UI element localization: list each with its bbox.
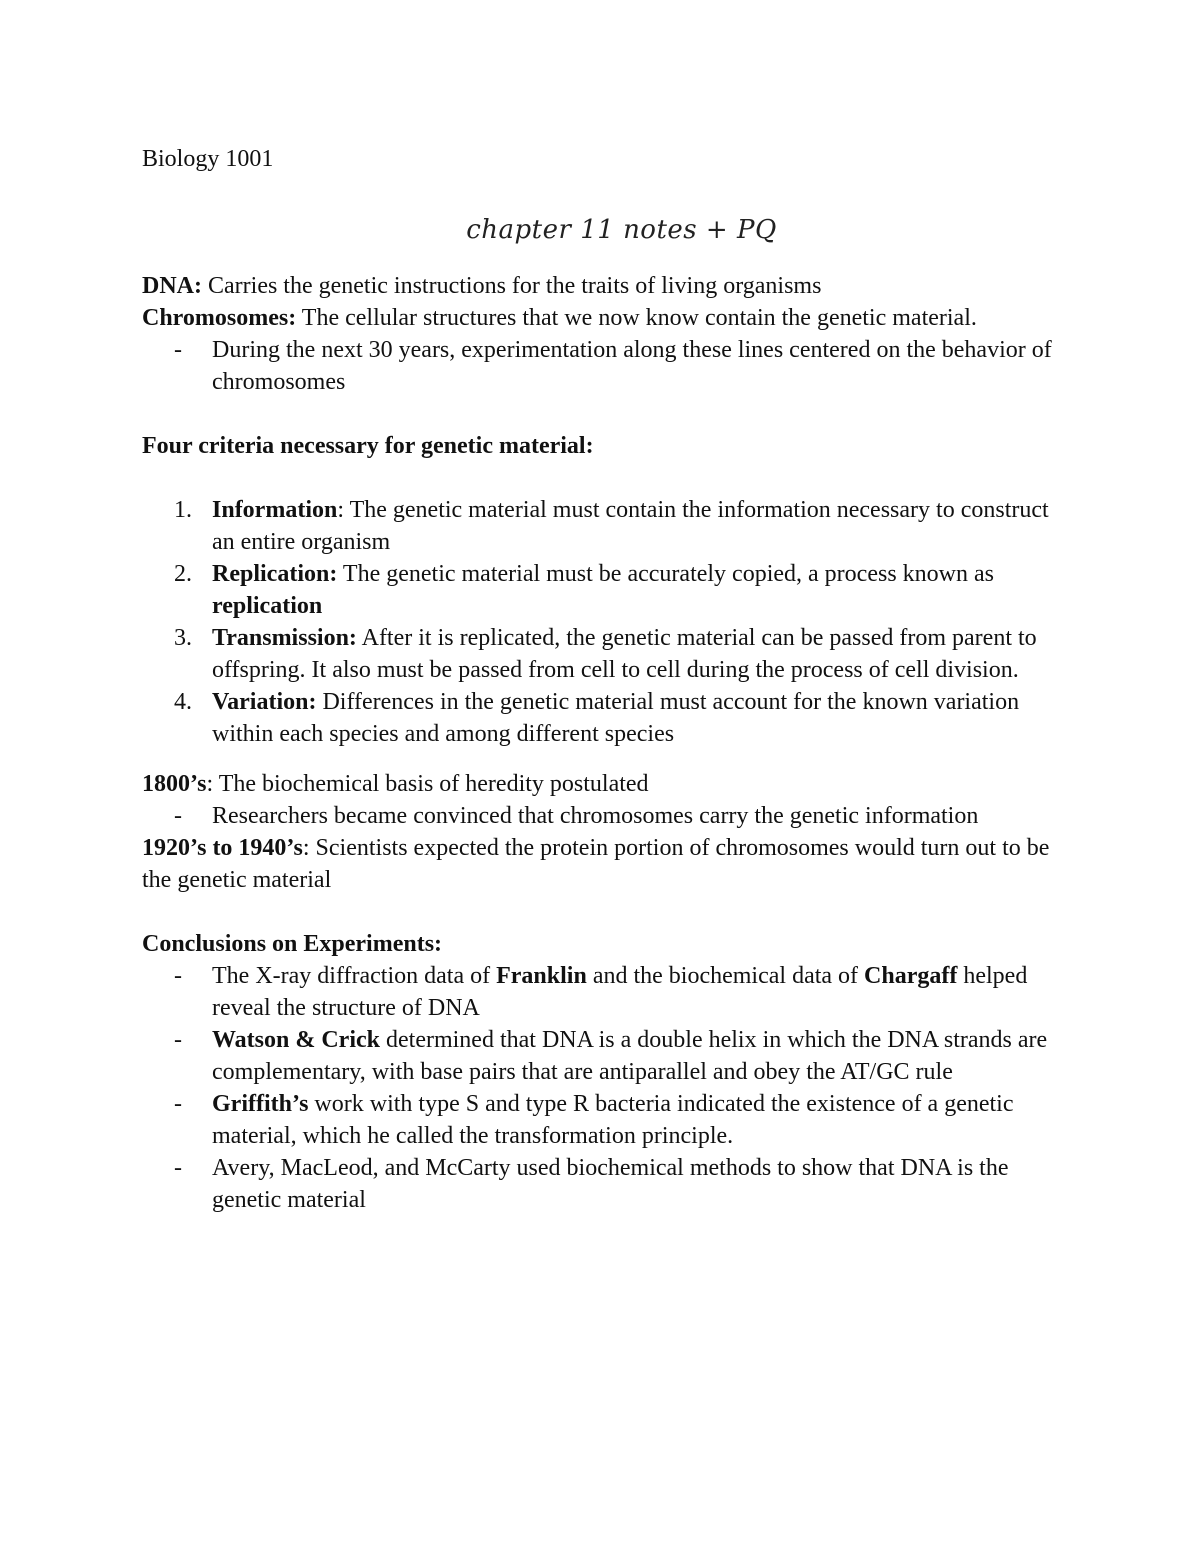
criterion-term: Transmission: [212,625,357,651]
list-number: 3. [174,625,192,651]
list-item [142,1152,1072,1216]
history-term: 1920’s to 1940’s [142,835,303,861]
list-item [142,494,1072,558]
bullet-text: work with type S and type R bacteria indicated the existence of a genetic material, which he called the transformation principle. [212,1091,1014,1149]
bullet-text: helped reveal the structure of DNA [212,963,1028,1021]
bullet-text: The X-ray diffraction data of [212,963,497,989]
criterion-text: After it is replicated, the genetic material can be passed from parent to offspring. It also must be passed from cell to cell during the process of cell division. [212,625,1037,683]
dash-marker: - [174,1155,182,1181]
list-item [142,558,1072,622]
criteria-heading: Four criteria necessary for genetic material: [142,433,594,459]
history-text: : The biochemical basis of heredity postulated [206,771,649,797]
scientist-name: Chargaff [864,963,958,989]
list-item [142,686,1072,750]
notes-body [142,270,1072,1216]
criterion-text: The genetic material must be accurately copied, a process known as [342,561,994,587]
list-item [142,800,1072,832]
criterion-text: Differences in the genetic material must account for the known variation within each species and among different species [212,689,1020,747]
chromosomes-definition [142,302,1072,334]
history-1800s [142,768,1072,800]
criterion-term: Information [212,497,338,523]
dash-marker: - [174,1091,182,1117]
bullet-text: Researchers became convinced that chromosomes carry the genetic information [212,803,979,829]
history-term: 1800’s [142,771,207,797]
list-item [142,1088,1072,1152]
dna-definition [142,270,1072,302]
history-1920s [142,832,1072,896]
bullet-text: determined that DNA is a double helix in which the DNA strands are complementary, with base pairs that are antiparallel and obey the AT/GC rule [212,1027,1048,1085]
conclusions-heading: Conclusions on Experiments: [142,931,443,957]
list-item [142,960,1072,1024]
course-name: Biology 1001 [142,146,274,172]
scientist-name: Griffith’s [212,1091,309,1117]
separator: : [337,497,350,523]
dash-marker: - [174,803,182,829]
list-number: 4. [174,689,192,715]
criterion-bold-term: replication [212,593,323,619]
dna-term: DNA: [142,273,202,299]
list-item [142,1024,1072,1088]
bullet-text: Avery, MacLeod, and McCarty used biochemical methods to show that DNA is the genetic material [212,1155,1009,1213]
scientist-name: Franklin [496,963,587,989]
chromosomes-term: Chromosomes: [142,305,297,331]
bullet-text: and the biochemical data of [586,963,865,989]
list-number: 1. [174,497,192,523]
list-number: 2. [174,561,192,587]
scientist-name: Watson & Crick [212,1027,380,1053]
chromosomes-text: The cellular structures that we now know contain the genetic material. [296,305,977,331]
list-item [142,334,1072,398]
dash-marker: - [174,963,182,989]
criterion-term: Replication: [212,561,338,587]
dash-marker: - [174,337,182,363]
list-item [142,622,1072,686]
criterion-text: The genetic material must contain the information necessary to construct an entire organism [212,497,1049,555]
chromosomes-bullets [142,334,1072,398]
page-title: chapter 11 notes + PQ [466,215,777,245]
dash-marker: - [174,1027,182,1053]
criteria-list [142,494,1072,750]
conclusions-bullets [142,960,1072,1216]
history-text: : Scientists expected the protein portion of chromosomes would turn out to be the genetic material [142,835,1050,893]
history-1800s-bullets [142,800,1072,832]
dna-text: Carries the genetic instructions for the traits of living organisms [202,273,822,299]
criterion-term: Variation: [212,689,317,715]
bullet-text: During the next 30 years, experimentation along these lines centered on the behavior of chromosomes [212,337,1052,395]
